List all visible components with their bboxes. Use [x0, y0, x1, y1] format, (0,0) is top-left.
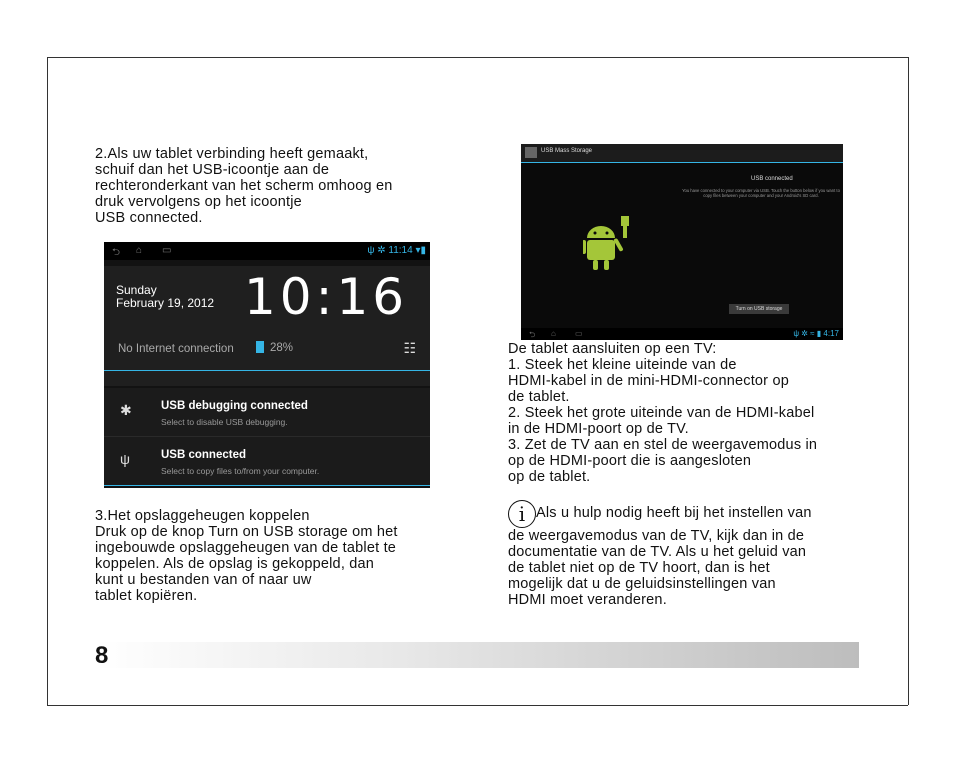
- notification-screenshot: [104, 242, 430, 488]
- info-icon: i: [508, 500, 536, 528]
- notification-subtitle: Select to copy files to/from your computer.: [161, 466, 320, 476]
- text-line: Druk op de knop Turn on USB storage om het: [95, 524, 398, 540]
- usb-heading: USB connected: [751, 176, 793, 182]
- text-line: in de HDMI-poort op de TV.: [508, 421, 689, 437]
- text-line: 3. Zet de TV aan en stel de weergavemodus in: [508, 437, 818, 453]
- system-nav-bar: [521, 328, 843, 340]
- text-line: druk vervolgens op het icoontje: [95, 194, 302, 210]
- app-icon: [525, 147, 537, 158]
- status-time: ψ ✲ ≈ ▮ 4:17: [793, 329, 839, 338]
- text-line: HDMI moet veranderen.: [508, 592, 667, 608]
- step3-paragraph: [95, 508, 398, 604]
- day-label: Sunday: [116, 283, 157, 297]
- notification-usb-connected[interactable]: [104, 437, 430, 485]
- text-line: de weergavemodus van de TV, kijk dan in de: [508, 528, 805, 544]
- text-line: USB connected.: [95, 210, 203, 226]
- text-line: schuif dan het USB-icoontje aan de: [95, 162, 330, 178]
- notification-title: USB debugging connected: [161, 400, 308, 412]
- notification-title: USB connected: [161, 449, 246, 461]
- network-status: No Internet connection: [118, 343, 234, 355]
- text-line: 3.Het opslaggeheugen koppelen: [95, 508, 310, 524]
- battery-status: [256, 341, 293, 354]
- info-paragraph: [508, 500, 812, 608]
- status-clock: 11:14: [388, 245, 413, 256]
- notification-usb-debugging[interactable]: [104, 388, 430, 436]
- recent-apps-icon: ▭: [162, 245, 172, 256]
- text-line: ingebouwde opslaggeheugen van de tablet te: [95, 540, 397, 556]
- status-clock: 4:17: [823, 329, 839, 338]
- step2-paragraph: [95, 146, 393, 226]
- text-line: tablet kopiëren.: [95, 588, 198, 604]
- text-line: HDMI-kabel in de mini-HDMI-connector op: [508, 373, 789, 389]
- text-line: koppelen. Als de opslag is gekoppeld, dan: [95, 556, 375, 572]
- divider: [104, 485, 430, 486]
- text-line: 2. Steek het grote uiteinde van de HDMI-kabel: [508, 405, 815, 421]
- divider: [104, 370, 430, 371]
- android-debug-icon: ✱: [120, 402, 132, 418]
- battery-icon: [256, 341, 264, 353]
- action-bar: [521, 144, 843, 163]
- tv-connection-paragraph: [508, 341, 817, 485]
- info-first-line: Als u hulp nodig heeft bij het instellen van: [536, 505, 812, 521]
- text-line: de tablet.: [508, 389, 570, 405]
- date-block: [116, 284, 214, 310]
- text-line: De tablet aansluiten op een TV:: [508, 341, 717, 357]
- usb-message: You have connected to your computer via USB. Touch the button below if you want to copy files between your computer and your Android's SD card.: [682, 188, 840, 198]
- page-number-bar: [95, 642, 859, 668]
- back-icon: ⮌: [529, 330, 536, 339]
- back-icon: ⮌: [112, 247, 121, 258]
- android-usb-icon: [583, 214, 635, 274]
- page-number: 8: [95, 642, 109, 669]
- status-time: ψ ✲ 11:14 ▾▮: [367, 245, 426, 256]
- battery-level: 28%: [270, 342, 294, 354]
- text-line: [508, 500, 812, 528]
- text-line: kunt u bestanden van of naar uw: [95, 572, 312, 588]
- text-line: de tablet niet op de TV hoort, dan is het: [508, 560, 770, 576]
- home-icon: ⌂: [136, 245, 143, 256]
- text-line: mogelijk dat u de geluidsinstellingen van: [508, 576, 776, 592]
- app-title: USB Mass Storage: [541, 148, 593, 154]
- usb-icon: ψ: [120, 451, 130, 467]
- text-line: op de HDMI-poort die is aangesloten: [508, 453, 752, 469]
- turn-on-usb-storage-button[interactable]: Turn on USB storage: [729, 304, 789, 314]
- date-label: February 19, 2012: [116, 296, 215, 310]
- text-line: 1. Steek het kleine uiteinde van de: [508, 357, 737, 373]
- text-line: op de tablet.: [508, 469, 591, 485]
- text-line: 2.Als uw tablet verbinding heeft gemaakt,: [95, 146, 369, 162]
- status-bar: [104, 242, 430, 260]
- bottom-border: [47, 705, 908, 706]
- settings-sliders-icon[interactable]: ☷: [403, 340, 416, 356]
- text-line: documentatie van de TV. Als u het geluid van: [508, 544, 807, 560]
- usb-storage-screenshot: [521, 144, 843, 340]
- text-line: rechteronderkant van het scherm omhoog en: [95, 178, 393, 194]
- recent-apps-icon: ▭: [575, 329, 583, 338]
- notification-subtitle: Select to disable USB debugging.: [161, 417, 288, 427]
- big-clock: 10:16: [244, 268, 409, 326]
- notification-header: [104, 266, 430, 386]
- home-icon: ⌂: [551, 329, 556, 338]
